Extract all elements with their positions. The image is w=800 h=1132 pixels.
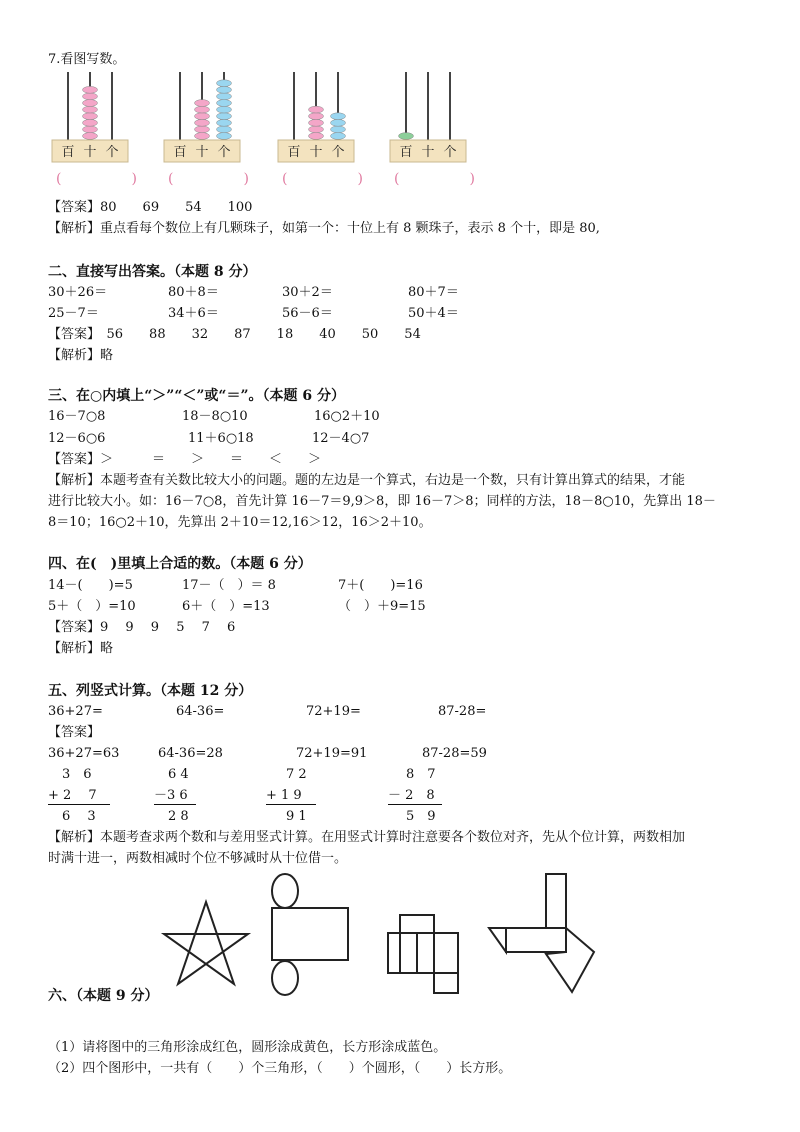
vert-3-bot: 9 1 bbox=[286, 809, 307, 824]
abacus-bead-ones bbox=[217, 113, 232, 120]
abacus-place-label: 个 bbox=[105, 145, 119, 160]
q7-answer: 【答案】80 69 54 100 bbox=[48, 200, 253, 215]
s4-r2c2: 6＋（ ）=13 bbox=[182, 599, 270, 614]
s5-result-4: 87-28=59 bbox=[422, 746, 487, 761]
s2-r1c4: 80＋7＝ bbox=[408, 285, 459, 300]
q7-title: 7.看图写数。 bbox=[48, 52, 126, 67]
cuboid-net-figure bbox=[384, 912, 464, 996]
s3-analysis-line1: 【解析】本题考查有关数比较大小的问题。题的左边是一个算式，右边是一个数，只有计算出算式的结果，才能 bbox=[48, 473, 686, 488]
s2-r2c3: 56－6＝ bbox=[282, 306, 333, 321]
vert-3-rule bbox=[266, 804, 316, 805]
abacus-bead-tens bbox=[309, 113, 324, 120]
abacus-place-label: 十 bbox=[421, 145, 435, 160]
abacus-bead-ones bbox=[217, 106, 232, 113]
abacus-bead-tens bbox=[309, 106, 324, 113]
abacus-bead-tens bbox=[83, 93, 98, 100]
abacus-bead-ones bbox=[331, 126, 346, 133]
s2-r2c1: 25－7＝ bbox=[48, 306, 99, 321]
abacus-3-graphic bbox=[278, 70, 358, 170]
vert-2-mid: －3 6 bbox=[154, 788, 188, 803]
abacus-bead-tens bbox=[195, 119, 210, 126]
s3-analysis-line2: 进行比较大小。如：16－7○8，首先计算 16－7＝9,9＞8，即 16－7＞8；同样的方法，18－8○10，先算出 18－ bbox=[48, 494, 716, 509]
abacus-bead-ones bbox=[217, 86, 232, 93]
cylinder-net-figure bbox=[262, 872, 354, 1000]
s3-r2c1: 12－6○6 bbox=[48, 431, 106, 446]
abacus-bead-tens bbox=[195, 106, 210, 113]
s3-r1c3: 16○2＋10 bbox=[314, 409, 380, 424]
abacus-bead-tens bbox=[195, 113, 210, 120]
abacus-bead-tens bbox=[309, 119, 324, 126]
abacus-bead-tens bbox=[195, 126, 210, 133]
answer-blank-3: ( ) bbox=[282, 171, 363, 187]
s5-problem-2: 64-36= bbox=[176, 704, 225, 719]
s4-answer: 【答案】9 9 9 5 7 6 bbox=[48, 620, 236, 635]
abacus-place-label: 十 bbox=[83, 145, 97, 160]
answer-blank-1: ( ) bbox=[56, 171, 137, 187]
s3-r1c2: 18－8○10 bbox=[182, 409, 248, 424]
s5-analysis-line1: 【解析】本题考查求两个数和与差用竖式计算。在用竖式计算时注意要各个数位对齐，先从个位计算，两数相加 bbox=[48, 830, 686, 845]
s5-answer-label: 【答案】 bbox=[48, 725, 101, 740]
s3-r2c2: 11＋6○18 bbox=[188, 431, 254, 446]
abacus-place-label: 百 bbox=[287, 145, 301, 160]
s5-heading: 五、列竖式计算。（本题 12 分） bbox=[48, 683, 253, 699]
prism-net-figure bbox=[486, 872, 598, 998]
abacus-place-label: 个 bbox=[217, 145, 231, 160]
s4-r1c2: 17－（ ）＝ 8 bbox=[182, 578, 276, 593]
vert-2-top: 6 4 bbox=[168, 767, 189, 782]
s2-heading: 二、直接写出答案。（本题 8 分） bbox=[48, 264, 257, 280]
abacus-bead-tens bbox=[195, 133, 210, 140]
vert-1-rule bbox=[48, 804, 110, 805]
s5-problem-1: 36+27= bbox=[48, 704, 103, 719]
abacus-bead-ones bbox=[217, 80, 232, 87]
s2-answer: 【答案】 56 88 32 87 18 40 50 54 bbox=[48, 327, 421, 342]
vert-4-rule bbox=[388, 804, 442, 805]
s3-r2c3: 12－4○7 bbox=[312, 431, 370, 446]
vert-4-mid: － 2 8 bbox=[388, 788, 435, 803]
s4-r2c3: （ ）＋9=15 bbox=[338, 599, 426, 614]
abacus-2-graphic bbox=[164, 70, 244, 170]
abacus-bead-ones bbox=[217, 133, 232, 140]
s4-r2c1: 5＋（ ）=10 bbox=[48, 599, 136, 614]
s2-r1c1: 30＋26＝ bbox=[48, 285, 108, 300]
abacus-bead-tens bbox=[83, 119, 98, 126]
abacus-bead-tens bbox=[309, 133, 324, 140]
s4-r1c3: 7＋( )=16 bbox=[338, 578, 423, 593]
answer-blank-2: ( ) bbox=[168, 171, 249, 187]
abacus-bead-tens bbox=[83, 86, 98, 93]
star-figure bbox=[160, 898, 252, 988]
q7-analysis: 【解析】重点看每个数位上有几颗珠子，如第一个：十位上有 8 颗珠子，表示 8 个十，即是 80, bbox=[48, 221, 600, 236]
abacus-1-graphic bbox=[52, 70, 132, 170]
vert-4-top: 8 7 bbox=[406, 767, 436, 782]
s6-question-2: （2）四个图形中，一共有（ ）个三角形，（ ）个圆形，（ ）长方形。 bbox=[48, 1061, 512, 1076]
abacus-bead-tens bbox=[83, 113, 98, 120]
s6-question-1: （1）请将图中的三角形涂成红色，圆形涂成黄色，长方形涂成蓝色。 bbox=[48, 1040, 447, 1055]
s2-r2c2: 34＋6＝ bbox=[168, 306, 219, 321]
s5-analysis-line2: 时满十进一，两数相减时个位不够减时从十位借一。 bbox=[48, 851, 348, 866]
s3-r1c1: 16－7○8 bbox=[48, 409, 106, 424]
abacus-place-label: 个 bbox=[331, 145, 345, 160]
vert-1-top: 3 6 bbox=[62, 767, 92, 782]
vert-4-bot: 5 9 bbox=[406, 809, 436, 824]
s3-heading: 三、在○内填上“＞”“＜”或“＝”。（本题 6 分） bbox=[48, 388, 346, 404]
vert-2-bot: 2 8 bbox=[168, 809, 189, 824]
abacus-place-label: 个 bbox=[443, 145, 457, 160]
vert-2-rule bbox=[154, 804, 196, 805]
s3-analysis-line3: 8＝10；16○2＋10，先算出 2＋10＝12,16＞12，16＞2＋10。 bbox=[48, 515, 432, 530]
s2-analysis: 【解析】略 bbox=[48, 348, 114, 363]
s5-problem-3: 72+19= bbox=[306, 704, 361, 719]
abacus-bead-ones bbox=[331, 119, 346, 126]
answer-blank-4: ( ) bbox=[394, 171, 475, 187]
abacus-bead-hundreds bbox=[399, 133, 414, 140]
abacus-bead-ones bbox=[331, 113, 346, 120]
abacus-4-graphic bbox=[390, 70, 470, 170]
s2-r1c3: 30＋2＝ bbox=[282, 285, 333, 300]
vert-1-bot: 6 3 bbox=[62, 809, 96, 824]
abacus-bead-ones bbox=[331, 133, 346, 140]
s5-problem-4: 87-28= bbox=[438, 704, 487, 719]
s5-result-2: 64-36=28 bbox=[158, 746, 223, 761]
abacus-bead-tens bbox=[83, 126, 98, 133]
s4-heading: 四、在( )里填上合适的数。（本题 6 分） bbox=[48, 556, 312, 572]
abacus-bead-ones bbox=[217, 93, 232, 100]
abacus-bead-ones bbox=[217, 100, 232, 107]
s3-answer: 【答案】＞ ＝ ＞ ＝ ＜ ＞ bbox=[48, 452, 322, 467]
vert-3-mid: + 1 9 bbox=[266, 788, 302, 803]
s4-r1c1: 14－( )=5 bbox=[48, 578, 133, 593]
abacus-place-label: 百 bbox=[173, 145, 187, 160]
abacus-bead-tens bbox=[83, 106, 98, 113]
s5-result-3: 72+19=91 bbox=[296, 746, 368, 761]
s2-r1c2: 80＋8＝ bbox=[168, 285, 219, 300]
abacus-bead-tens bbox=[195, 100, 210, 107]
s5-result-1: 36+27=63 bbox=[48, 746, 120, 761]
vert-3-top: 7 2 bbox=[286, 767, 307, 782]
abacus-place-label: 十 bbox=[309, 145, 323, 160]
abacus-place-label: 十 bbox=[195, 145, 209, 160]
abacus-place-label: 百 bbox=[61, 145, 75, 160]
s6-heading: 六、（本题 9 分） bbox=[48, 988, 159, 1004]
abacus-bead-tens bbox=[83, 133, 98, 140]
vert-1-mid: + 2 7 bbox=[48, 788, 97, 803]
abacus-bead-ones bbox=[217, 126, 232, 133]
abacus-place-label: 百 bbox=[399, 145, 413, 160]
abacus-bead-tens bbox=[83, 100, 98, 107]
s4-analysis: 【解析】略 bbox=[48, 641, 114, 656]
abacus-bead-tens bbox=[309, 126, 324, 133]
abacus-bead-ones bbox=[217, 119, 232, 126]
s2-r2c4: 50＋4＝ bbox=[408, 306, 459, 321]
